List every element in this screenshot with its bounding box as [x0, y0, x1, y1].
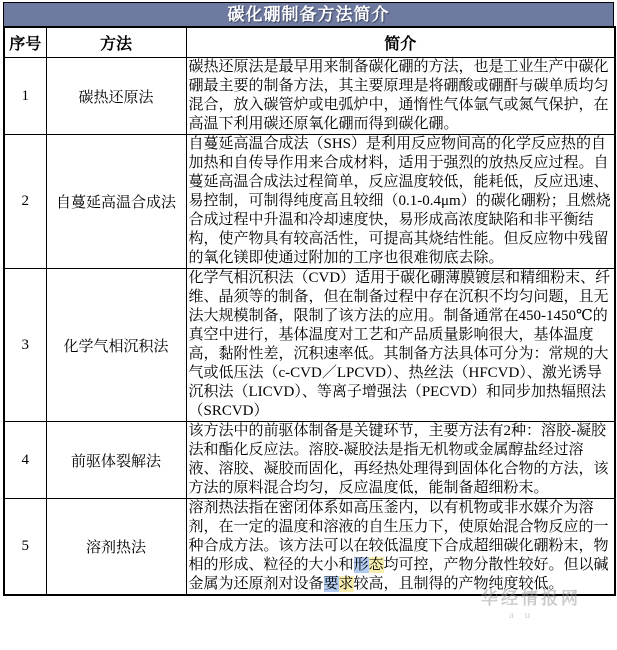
- highlighted-text: 态: [368, 557, 384, 573]
- table-body: [4, 58, 615, 596]
- row-number-cell: 4: [4, 422, 46, 499]
- table-row: [4, 269, 615, 422]
- header-serial-number: 序号: [4, 27, 46, 58]
- header-description: 简介: [186, 27, 615, 58]
- page: [3, 2, 614, 621]
- description-cell: [186, 135, 615, 269]
- description-text: 均可控，产物分散性较好。但以碱金属为还原剂对设备: [188, 557, 609, 592]
- table-row: [4, 58, 615, 135]
- watermark-text: 华经情报网: [481, 589, 581, 608]
- method-cell: 溶剂热法: [46, 499, 186, 596]
- row-number-cell: 3: [4, 269, 46, 422]
- header-row: [4, 27, 615, 58]
- method-cell: 碳热还原法: [46, 58, 186, 135]
- methods-table: [3, 26, 616, 596]
- description-cell: [186, 58, 615, 135]
- method-cell: 前驱体裂解法: [46, 422, 186, 499]
- description-text: 自蔓延高温合成法（SHS）是利用反应物间高的化学反应热的自加热和自传导作用来合成材料，适用于强烈的放热反应过程。自蔓延高温合成法过程简单，反应温度较低，能耗低，反应迅速、易控制，可制得纯度高且较细（0.1-0.4μm）的碳化硼粉；且燃烧合成过程中升温和冷却速度快，易形成高浓度缺陷和非平衡结构，使产物具有较高活性，可提高其烧结性能。但反应物中残留的氧化镁即使通过附加的工序也很难彻底去除。: [188, 136, 611, 266]
- page-title: 碳化硼制备方法简介: [3, 2, 614, 26]
- header-method: 方法: [46, 27, 186, 58]
- description-cell: [186, 422, 615, 499]
- description-cell: [186, 269, 615, 422]
- row-number-cell: 5: [4, 499, 46, 596]
- description-text: 碳热还原法是最早用来制备碳化硼的方法，也是工业生产中碳化硼最主要的制备方法，其主要原理是将硼酸或硼酐与碳单质均匀混合，放入碳管炉或电弧炉中，通惰性气体氩气或氮气保护，在高温下利用碳还原氧化硼而得到碳化硼。: [188, 59, 609, 132]
- highlighted-text: 形: [353, 557, 369, 573]
- description-text: 溶剂热法指在密闭体系如高压釜内，以有机物或非水媒介为溶剂，在一定的温度和溶液的自生压力下，使原始混合物反应的一种合成方法。该方法可以在较低温度下合成超细碳化硼粉末，物相的形成、粒径的大小和: [188, 500, 609, 573]
- method-cell: 化学气相沉积法: [46, 269, 186, 422]
- table-row: [4, 135, 615, 269]
- table-row: [4, 422, 615, 499]
- highlighted-text: 求: [338, 576, 354, 592]
- highlighted-text: 要: [323, 576, 339, 592]
- watermark-subtext: a u: [509, 609, 535, 621]
- table-row: [4, 499, 615, 596]
- method-cell: 自蔓延高温合成法: [46, 135, 186, 269]
- description-cell: [186, 499, 615, 596]
- row-number-cell: 1: [4, 58, 46, 135]
- row-number-cell: 2: [4, 135, 46, 269]
- description-text: 该方法中的前驱体制备是关键环节，主要方法有2种：溶胶-凝胶法和酯化反应法。溶胶-凝胶法是指无机物或金属醇盐经过溶液、溶胶、凝胶而固化，再经热处理得到固体化合物的方法，该方法的原料混合均匀，反应温度低，能制备超细粉末。: [188, 423, 609, 496]
- description-text: 较高，且制得的产物纯度较低。: [353, 576, 564, 592]
- description-text: 化学气相沉积法（CVD）适用于碳化硼薄膜镀层和精细粉末、纤维、晶须等的制备，但在制备过程中存在沉积不均匀问题，且无法大规模制备，限制了该方法的应用。制备通常在450-1450℃的真空中进行，基体温度对工艺和产品质量影响很大，基体温度高，黏附性差，沉积速率低。其制备方法具体可分为：常规的大气或低压法（c-CVD／LPCVD）、热丝法（HFCVD）、激光诱导沉积法（LICVD）、等离子增强法（PECVD）和同步加热辐照法（SRCVD）: [188, 270, 611, 419]
